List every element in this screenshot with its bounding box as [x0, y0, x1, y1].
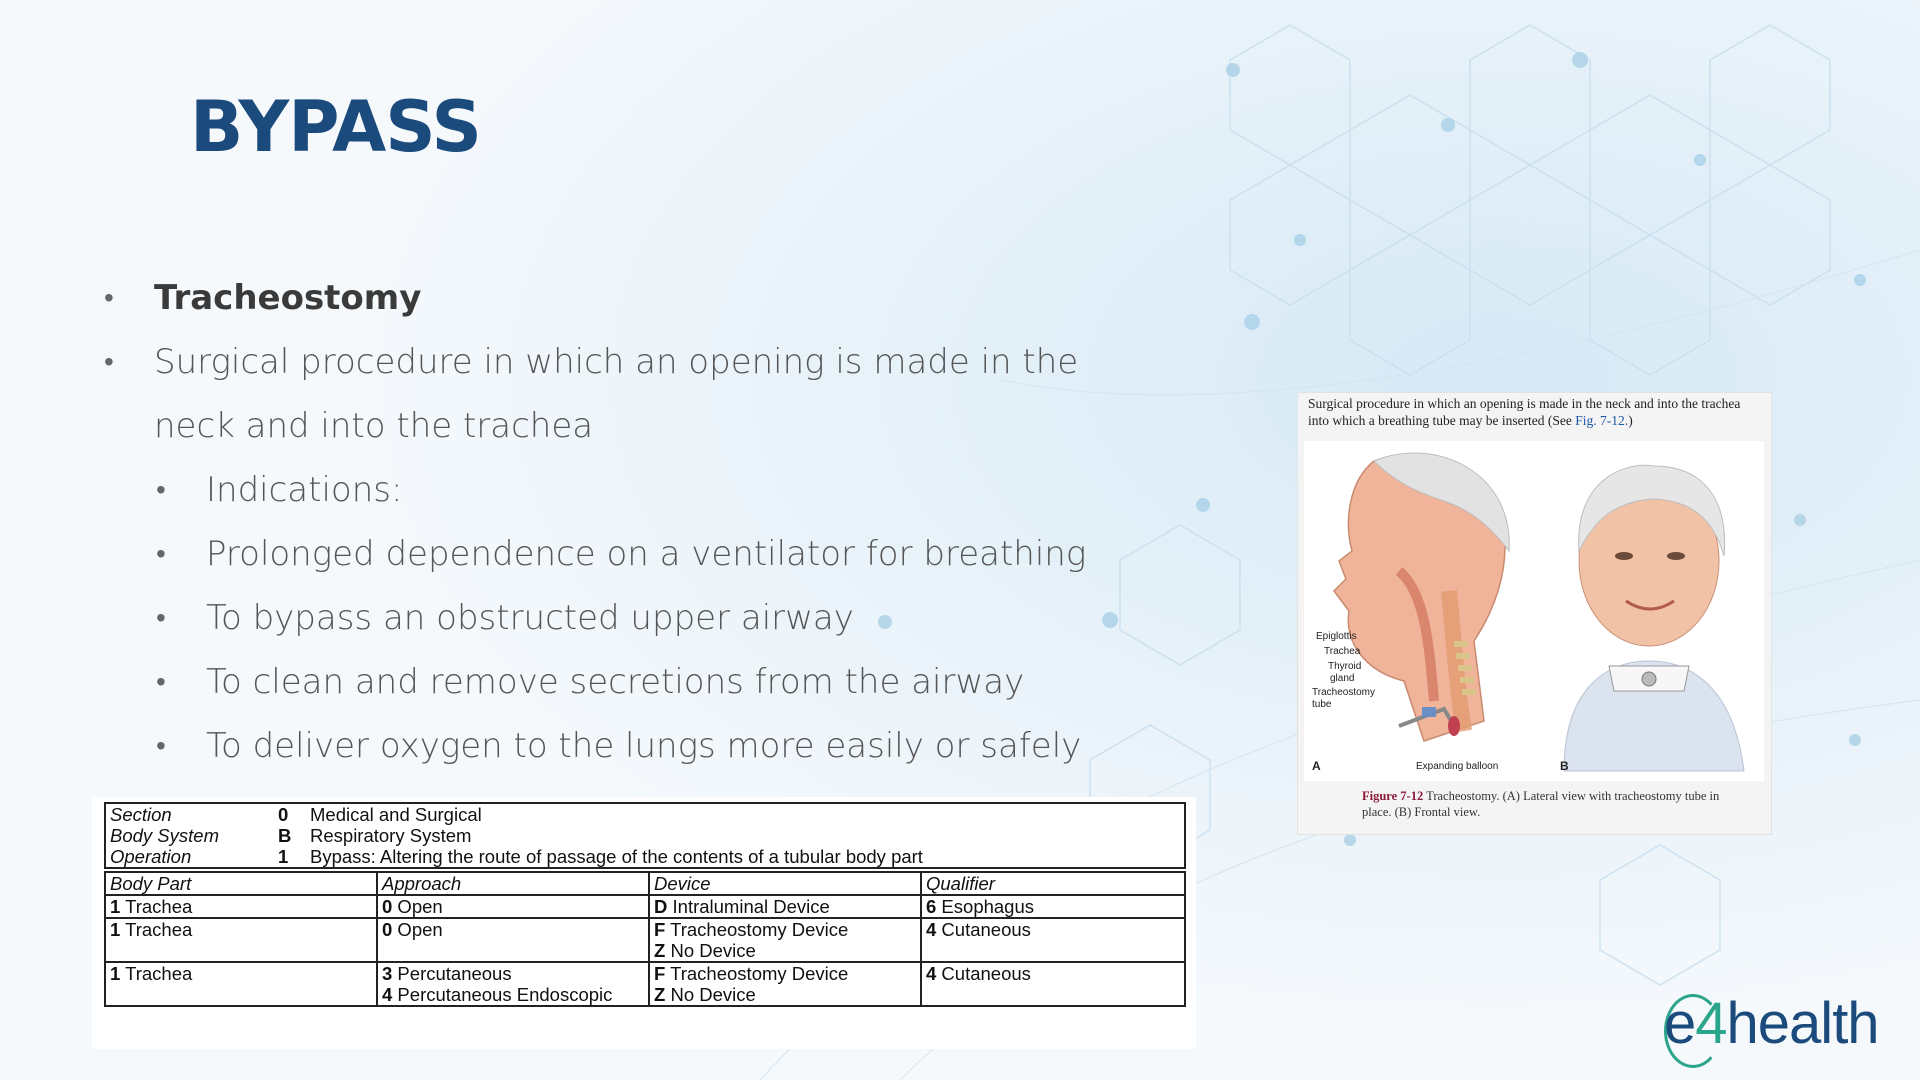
pcs-header-row: [105, 803, 1185, 825]
label-gland: gland: [1330, 673, 1355, 684]
label-view-a: A: [1312, 759, 1321, 773]
bullet-glyph: •: [104, 281, 114, 314]
header-value: Medical and Surgical: [310, 804, 482, 825]
pcs-table-panel: [92, 797, 1196, 1049]
table-cell: F Tracheostomy Device Z No Device: [649, 918, 921, 962]
bullet-list: [100, 266, 1160, 778]
label-expanding-balloon: Expanding balloon: [1416, 761, 1499, 772]
sub-bullet-item: • To clean and remove secretions from the airway: [100, 650, 1160, 714]
sub-bullet-item: • Indications:: [100, 458, 1160, 522]
table-cell: 0 Open: [377, 918, 649, 962]
label-view-b: B: [1560, 759, 1569, 773]
column-header: Qualifier: [921, 872, 1185, 895]
table-cell: 1 Trachea: [105, 962, 377, 1006]
bullet-glyph: •: [156, 473, 166, 506]
column-header-row: [105, 872, 1185, 895]
header-label: Operation: [110, 846, 192, 867]
table-cell: 3 Percutaneous 4 Percutaneous Endoscopic: [377, 962, 649, 1006]
figure-number: Figure 7-12: [1362, 789, 1424, 803]
table-cell: 1 Trachea: [105, 918, 377, 962]
bullet-item: • Tracheostomy: [100, 266, 1160, 330]
label-trachea: Trachea: [1324, 646, 1361, 657]
header-code: B: [278, 825, 292, 846]
figure-caption: Figure 7-12 Tracheostomy. (A) Lateral view with tracheostomy tube in place. (B) Frontal view.: [1362, 789, 1720, 819]
pcs-header-block: [105, 803, 1185, 868]
column-header: Device: [649, 872, 921, 895]
header-code: 0: [278, 804, 289, 825]
table-row: [105, 895, 1185, 918]
bullet-glyph: •: [156, 665, 166, 698]
slide-title: BYPASS: [190, 86, 481, 168]
label-tracheostomy-tube: Tracheostomy: [1312, 687, 1375, 698]
bullet-glyph: •: [156, 537, 166, 570]
label-epiglottis: Epiglottis: [1316, 631, 1357, 642]
table-row: [105, 918, 1185, 962]
pcs-grid: [104, 871, 1186, 1007]
tracheostomy-figure: [1297, 392, 1772, 835]
table-cell: 4 Cutaneous: [921, 962, 1185, 1006]
bullet-glyph: •: [104, 345, 114, 378]
table-row: [105, 962, 1185, 1006]
e4health-logo: e4health: [1664, 991, 1879, 1056]
tracheostomy-illustration: [1304, 441, 1764, 781]
table-cell: 4 Cutaneous: [921, 918, 1185, 962]
illustration-svg: [1304, 441, 1764, 781]
table-cell: 0 Open: [377, 895, 649, 918]
header-label: Body System: [110, 825, 219, 846]
table-cell: F Tracheostomy Device Z No Device: [649, 962, 921, 1006]
pcs-header-row: [105, 825, 1185, 846]
header-label: Section: [110, 804, 172, 825]
bullet-glyph: •: [156, 729, 166, 762]
label-thyroid: Thyroid: [1328, 661, 1362, 672]
column-header: Approach: [377, 872, 649, 895]
label-tube: tube: [1312, 699, 1332, 710]
table-cell: 6 Esophagus: [921, 895, 1185, 918]
pcs-table: [104, 802, 1186, 869]
figure-reference-link[interactable]: Fig. 7-12.: [1575, 413, 1629, 428]
sub-bullet-item: • Prolonged dependence on a ventilator for breathing: [100, 522, 1160, 586]
bullet-item: • Surgical procedure in which an opening is made in the neck and into the trachea: [100, 330, 1160, 458]
header-value: Respiratory System: [310, 825, 472, 846]
sub-bullet-item: • To bypass an obstructed upper airway: [100, 586, 1160, 650]
column-header: Body Part: [105, 872, 377, 895]
header-code: 1: [278, 846, 289, 867]
figure-intro-text: Surgical procedure in which an opening is made in the neck and into the trachea into which a breathing tube may be inserted (See Fig. 7-12.): [1308, 396, 1741, 428]
pcs-header-row: [105, 846, 1185, 868]
table-cell: D Intraluminal Device: [649, 895, 921, 918]
sub-bullet-item: • To deliver oxygen to the lungs more easily or safely: [100, 714, 1160, 778]
table-cell: 1 Trachea: [105, 895, 377, 918]
bullet-glyph: •: [156, 601, 166, 634]
header-value: Bypass: Altering the route of passage of the contents of a tubular body part: [310, 846, 923, 867]
